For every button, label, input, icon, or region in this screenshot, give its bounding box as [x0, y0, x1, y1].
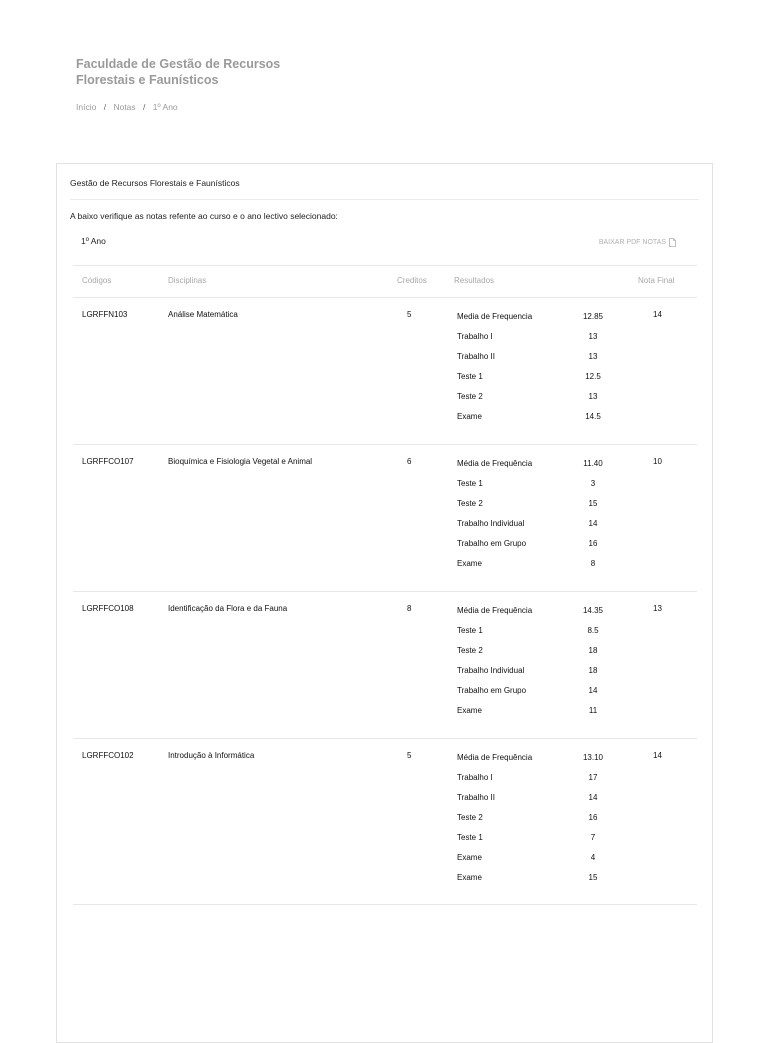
table-row	[73, 298, 697, 445]
table-row	[73, 592, 697, 739]
result-name: Teste 2	[457, 646, 483, 655]
result-item	[457, 332, 617, 352]
page-title	[76, 56, 316, 88]
result-name: Exame	[457, 873, 482, 882]
result-value: 16	[588, 813, 598, 822]
download-pdf-label: BAIXAR PDF NOTAS	[598, 239, 666, 246]
result-item	[457, 539, 617, 559]
result-name: Trabalho I	[457, 773, 493, 782]
header-results: Resultados	[454, 276, 495, 285]
result-value: 15	[588, 499, 598, 508]
course-code: LGRFFCO108	[82, 604, 134, 613]
result-value: 16	[588, 539, 598, 548]
header-code: Códigos	[82, 276, 112, 285]
result-value: 14	[588, 793, 598, 802]
discipline-name: Análise Matemática	[168, 310, 238, 319]
table-row	[73, 445, 697, 592]
breadcrumb-home[interactable]: Início	[76, 102, 97, 112]
credits-value: 6	[407, 457, 412, 466]
final-grade: 10	[653, 457, 662, 466]
result-item	[457, 646, 617, 666]
result-value: 4	[590, 853, 596, 862]
result-item	[457, 499, 617, 519]
breadcrumb-separator: /	[143, 102, 146, 112]
discipline-name: Introdução à Informática	[168, 751, 255, 760]
final-grade: 13	[653, 604, 662, 613]
result-name: Trabalho Individual	[457, 666, 525, 675]
result-name: Média de Frequência	[457, 606, 533, 615]
result-item	[457, 412, 617, 432]
course-code: LGRFFCO102	[82, 751, 134, 760]
result-item	[457, 606, 617, 626]
result-item	[457, 686, 617, 706]
table-header	[73, 265, 697, 298]
result-value: 14.35	[582, 606, 604, 615]
result-value: 7	[590, 833, 596, 842]
result-value: 12.85	[582, 312, 604, 321]
result-value: 14	[588, 519, 598, 528]
result-item	[457, 352, 617, 372]
result-name: Exame	[457, 853, 482, 862]
result-value: 11.40	[583, 459, 603, 468]
result-item	[457, 392, 617, 412]
result-item	[457, 813, 617, 833]
result-name: Trabalho Individual	[457, 519, 525, 528]
result-item	[457, 833, 617, 853]
result-value: 18	[588, 666, 598, 675]
result-item	[457, 853, 617, 873]
result-item	[457, 873, 617, 893]
result-value: 8	[590, 559, 596, 568]
result-name: Media de Frequencia	[457, 312, 533, 321]
results-list	[457, 753, 617, 893]
result-item	[457, 559, 617, 579]
results-list	[457, 606, 617, 726]
result-value: 14	[588, 686, 598, 695]
result-value: 12.5	[585, 372, 601, 381]
table-row	[73, 739, 697, 905]
file-pdf-icon	[669, 238, 676, 247]
result-name: Trabalho em Grupo	[457, 539, 527, 548]
result-item	[457, 372, 617, 392]
grades-table	[73, 265, 697, 905]
result-name: Teste 1	[457, 372, 483, 381]
discipline-name: Identificação da Flora e da Fauna	[168, 604, 288, 613]
credits-value: 5	[407, 751, 412, 760]
breadcrumb	[76, 102, 178, 112]
result-name: Teste 2	[457, 499, 483, 508]
result-item	[457, 753, 617, 773]
result-value: 3	[590, 479, 596, 488]
result-item	[457, 793, 617, 813]
result-value: 14.5	[585, 412, 601, 421]
result-name: Exame	[457, 706, 482, 715]
result-name: Exame	[457, 559, 482, 568]
credits-value: 8	[407, 604, 412, 613]
result-item	[457, 773, 617, 793]
divider	[70, 199, 699, 200]
result-name: Teste 1	[457, 833, 483, 842]
result-item	[457, 666, 617, 686]
result-item	[457, 459, 617, 479]
result-name: Trabalho I	[457, 332, 493, 341]
result-name: Teste 2	[457, 392, 483, 401]
result-name: Exame	[457, 412, 482, 421]
results-list	[457, 459, 617, 579]
result-value: 13.10	[582, 753, 604, 762]
page-title-line1: Faculdade de Gestão de Recursos	[76, 57, 281, 71]
page-title-line2: Florestais e Faunísticos	[76, 73, 219, 87]
grades-card	[56, 163, 713, 1043]
result-item	[457, 626, 617, 646]
result-name: Teste 1	[457, 479, 483, 488]
result-name: Média de Frequência	[457, 459, 533, 468]
credits-value: 5	[407, 310, 412, 319]
result-name: Teste 1	[457, 626, 483, 635]
final-grade: 14	[653, 310, 662, 319]
result-item	[457, 479, 617, 499]
result-item	[457, 519, 617, 539]
results-list	[457, 312, 617, 432]
final-grade: 14	[653, 751, 662, 760]
result-value: 18	[588, 646, 598, 655]
breadcrumb-current: 1º Ano	[152, 102, 178, 112]
course-code: LGRFFCO107	[82, 457, 134, 466]
breadcrumb-separator: /	[103, 102, 107, 112]
result-name: Teste 2	[457, 813, 483, 822]
result-value: 17	[588, 773, 598, 782]
breadcrumb-notas[interactable]: Notas	[113, 102, 136, 112]
result-name: Trabalho II	[457, 793, 495, 802]
result-value: 11	[588, 706, 598, 715]
result-value: 13	[588, 352, 598, 361]
discipline-name: Bioquímica e Fisiologia Vegetal e Animal	[168, 457, 313, 466]
intro-text: A baixo verifique as notas refente ao curso e o ano lectivo selecionado:	[70, 211, 338, 221]
result-value: 8.5	[587, 626, 599, 635]
result-name: Média de Frequência	[457, 753, 533, 762]
result-name: Trabalho II	[457, 352, 495, 361]
header-credits: Creditos	[397, 276, 427, 285]
course-title: Gestão de Recursos Florestais e Faunísticos	[70, 178, 240, 188]
course-code: LGRFFN103	[82, 310, 128, 319]
result-value: 13	[588, 392, 598, 401]
year-label: 1º Ano	[81, 236, 106, 246]
header-final-grade: Nota Final	[638, 276, 675, 285]
result-item	[457, 706, 617, 726]
result-value: 13	[588, 332, 598, 341]
header-discipline: Disciplinas	[168, 276, 207, 285]
result-name: Trabalho em Grupo	[457, 686, 527, 695]
download-pdf-button[interactable]	[599, 238, 676, 247]
result-value: 15	[588, 873, 598, 882]
result-item	[457, 312, 617, 332]
